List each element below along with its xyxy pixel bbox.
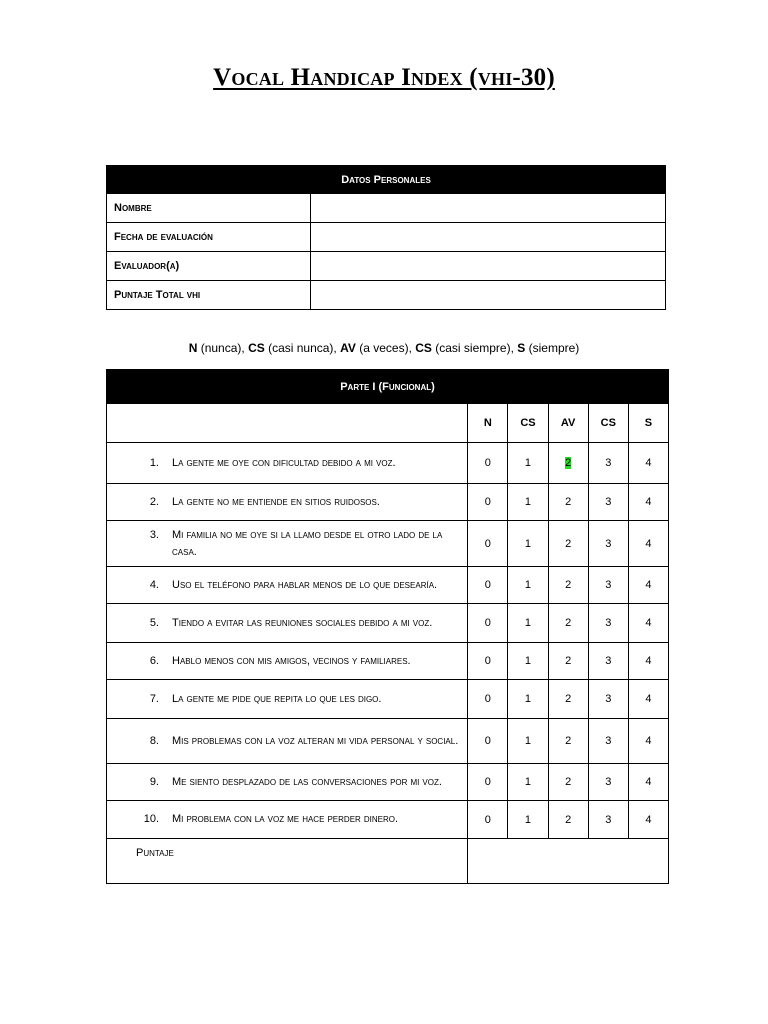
evaluator-field[interactable] (311, 252, 666, 281)
rating-value: 4 (645, 537, 652, 550)
question-row (107, 567, 669, 604)
name-field[interactable] (311, 194, 666, 223)
rating-option[interactable] (628, 484, 668, 521)
rating-option[interactable] (548, 680, 588, 719)
rating-option[interactable] (468, 801, 508, 839)
rating-value: 4 (645, 457, 652, 469)
evaluation-date-field[interactable] (311, 223, 666, 252)
rating-option[interactable] (508, 443, 548, 484)
question-cell (107, 643, 468, 680)
question-number: 7. (149, 692, 159, 705)
personal-data-table (106, 165, 666, 310)
rating-option[interactable] (548, 604, 588, 643)
rating-value: 1 (524, 693, 532, 705)
total-score-field[interactable] (311, 281, 666, 310)
name-label: Nombre (107, 194, 311, 223)
rating-option[interactable] (468, 680, 508, 719)
part-1-header: Parte I (Funcional) (107, 370, 669, 404)
rating-option[interactable] (628, 443, 668, 484)
rating-value: 2 (565, 617, 572, 629)
rating-option[interactable] (588, 521, 628, 567)
rating-option[interactable] (588, 764, 628, 801)
question-number: 2. (149, 495, 159, 508)
score-field[interactable] (468, 839, 669, 884)
score-row (107, 839, 669, 884)
personal-data-header: Datos Personales (107, 166, 666, 194)
rating-value: 1 (524, 496, 532, 508)
rating-option[interactable] (508, 484, 548, 521)
rating-value: 3 (605, 537, 612, 550)
rating-option[interactable] (548, 443, 588, 484)
rating-option[interactable] (468, 521, 508, 567)
rating-value: 3 (605, 617, 612, 629)
legend-s-text: (siempre) (525, 341, 580, 355)
question-text: Mi familia no me oye si la llamo desde el otro lado de la casa. (172, 528, 443, 558)
question-number: 3. (149, 528, 159, 541)
rating-option[interactable] (468, 719, 508, 764)
rating-option[interactable] (548, 567, 588, 604)
rating-value: 0 (484, 693, 491, 705)
column-header-row (107, 404, 669, 443)
rating-value: 2 (565, 496, 572, 508)
question-number: 9. (149, 775, 159, 788)
rating-option[interactable] (468, 643, 508, 680)
rating-option[interactable] (468, 604, 508, 643)
question-cell (107, 719, 468, 764)
rating-option[interactable] (508, 604, 548, 643)
rating-value: 0 (484, 617, 491, 629)
question-number: 1. (149, 456, 159, 469)
rating-value: 4 (645, 496, 652, 508)
question-row (107, 604, 669, 643)
rating-value: 2 (565, 776, 572, 788)
rating-value: 2 (565, 693, 572, 705)
rating-value: 0 (484, 776, 491, 788)
column-cs-1: CS (508, 404, 548, 443)
personal-row (107, 281, 666, 310)
question-text: La gente me oye con dificultad debido a mi voz. (172, 456, 396, 469)
rating-option[interactable] (588, 680, 628, 719)
question-text: Mis problemas con la voz alteran mi vida personal y social. (172, 734, 459, 747)
question-number: 8. (149, 734, 159, 747)
rating-option[interactable] (628, 764, 668, 801)
legend-cs-1-text: (casi nunca), (264, 341, 341, 355)
rating-value: 3 (605, 693, 612, 705)
rating-value: 2 (565, 579, 572, 591)
rating-value: 0 (484, 457, 491, 469)
rating-value: 1 (524, 813, 532, 826)
rating-value: 1 (524, 617, 532, 629)
rating-value: 4 (645, 655, 652, 667)
question-row (107, 764, 669, 801)
rating-value: 0 (484, 735, 491, 747)
personal-row (107, 194, 666, 223)
column-av: AV (548, 404, 588, 443)
legend-cs-2-text: (casi siempre), (431, 341, 518, 355)
rating-option[interactable] (628, 719, 668, 764)
scale-legend (0, 341, 768, 355)
column-cs-2: CS (588, 404, 628, 443)
rating-value: 3 (605, 496, 612, 508)
rating-option[interactable] (548, 643, 588, 680)
question-row (107, 719, 669, 764)
rating-option[interactable] (588, 443, 628, 484)
question-cell (107, 443, 468, 484)
legend-n-text: (nunca), (197, 341, 249, 355)
rating-value: 1 (524, 537, 532, 550)
rating-option[interactable] (548, 764, 588, 801)
total-score-label: Puntaje Total vhi (107, 281, 311, 310)
legend-cs-2: CS (415, 341, 432, 355)
question-text: La gente me pide que repita lo que les digo. (172, 692, 382, 705)
question-cell (107, 484, 468, 521)
question-row (107, 484, 669, 521)
rating-option[interactable] (508, 801, 548, 839)
question-cell (107, 567, 468, 604)
rating-option[interactable] (628, 801, 668, 839)
question-cell (107, 521, 468, 567)
rating-value: 4 (645, 693, 652, 705)
score-label: Puntaje (107, 839, 468, 884)
rating-value: 4 (645, 617, 652, 629)
part-1-table (106, 369, 669, 884)
question-cell (107, 680, 468, 719)
rating-value: 2 (565, 735, 572, 747)
question-number: 5. (149, 616, 159, 629)
rating-option[interactable] (508, 719, 548, 764)
rating-value: 3 (605, 655, 612, 667)
question-row (107, 643, 669, 680)
rating-value: 1 (524, 655, 532, 667)
rating-option[interactable] (588, 567, 628, 604)
rating-value: 2 (565, 457, 572, 469)
rating-value: 4 (645, 735, 652, 747)
rating-option[interactable] (548, 521, 588, 567)
rating-value: 4 (645, 776, 652, 788)
rating-value: 0 (484, 579, 491, 591)
question-row (107, 801, 669, 839)
legend-s: S (517, 341, 526, 355)
question-number: 4. (149, 578, 159, 591)
question-cell (107, 764, 468, 801)
rating-value: 2 (565, 537, 572, 550)
rating-option[interactable] (548, 719, 588, 764)
personal-row (107, 252, 666, 281)
legend-n: N (188, 341, 198, 355)
rating-option[interactable] (588, 484, 628, 521)
rating-option[interactable] (548, 801, 588, 839)
blank-header-cell (107, 404, 468, 443)
rating-value: 0 (484, 496, 491, 508)
rating-option[interactable] (628, 567, 668, 604)
rating-value: 0 (484, 537, 491, 550)
question-text: Uso el teléfono para hablar menos de lo que desearía. (172, 578, 438, 591)
evaluation-date-label: Fecha de evaluación (107, 223, 311, 252)
rating-value: 3 (605, 735, 612, 747)
rating-option[interactable] (508, 643, 548, 680)
rating-value: 1 (524, 735, 532, 747)
question-cell (107, 801, 468, 839)
rating-option[interactable] (628, 521, 668, 567)
rating-option[interactable] (468, 764, 508, 801)
question-text: Me siento desplazado de las conversaciones por mi voz. (172, 775, 442, 788)
rating-option[interactable] (548, 484, 588, 521)
rating-value: 1 (524, 776, 532, 788)
personal-row (107, 223, 666, 252)
rating-option[interactable] (508, 680, 548, 719)
rating-option[interactable] (508, 764, 548, 801)
question-text: Tiendo a evitar las reuniones sociales debido a mi voz. (172, 616, 433, 629)
rating-value: 2 (565, 813, 572, 826)
rating-option[interactable] (628, 604, 668, 643)
rating-value: 0 (484, 813, 491, 826)
question-cell (107, 604, 468, 643)
rating-option[interactable] (628, 680, 668, 719)
legend-cs-1: CS (248, 341, 265, 355)
question-text: La gente no me entiende en sitios ruidosos. (172, 495, 380, 508)
rating-option[interactable] (508, 521, 548, 567)
question-number: 6. (149, 654, 159, 667)
rating-value: 1 (524, 457, 532, 469)
evaluator-label: Evaluador(a) (107, 252, 311, 281)
rating-value: 3 (605, 813, 612, 826)
rating-option[interactable] (508, 567, 548, 604)
rating-option[interactable] (588, 604, 628, 643)
page-title: Vocal Handicap Index (vhi-30) (213, 64, 555, 91)
rating-option[interactable] (468, 443, 508, 484)
legend-av-text: (a veces), (355, 341, 416, 355)
question-row (107, 680, 669, 719)
rating-value: 3 (605, 579, 612, 591)
question-text: Hablo menos con mis amigos, vecinos y familiares. (172, 654, 411, 667)
rating-value: 3 (605, 776, 612, 788)
question-text: Mi problema con la voz me hace perder dinero. (172, 813, 399, 825)
rating-option[interactable] (588, 719, 628, 764)
rating-option[interactable] (588, 801, 628, 839)
rating-value: 1 (524, 579, 532, 591)
legend-av: AV (340, 341, 356, 355)
rating-option[interactable] (588, 643, 628, 680)
rating-value: 2 (565, 655, 572, 667)
rating-value: 0 (484, 655, 491, 667)
question-row (107, 443, 669, 484)
column-s: S (628, 404, 668, 443)
rating-option[interactable] (628, 643, 668, 680)
rating-value: 4 (645, 813, 652, 826)
rating-value: 3 (605, 457, 612, 469)
column-n: N (468, 404, 508, 443)
question-number: 10. (143, 813, 159, 825)
rating-option[interactable] (468, 484, 508, 521)
rating-option[interactable] (468, 567, 508, 604)
question-row (107, 521, 669, 567)
rating-value: 4 (645, 579, 652, 591)
